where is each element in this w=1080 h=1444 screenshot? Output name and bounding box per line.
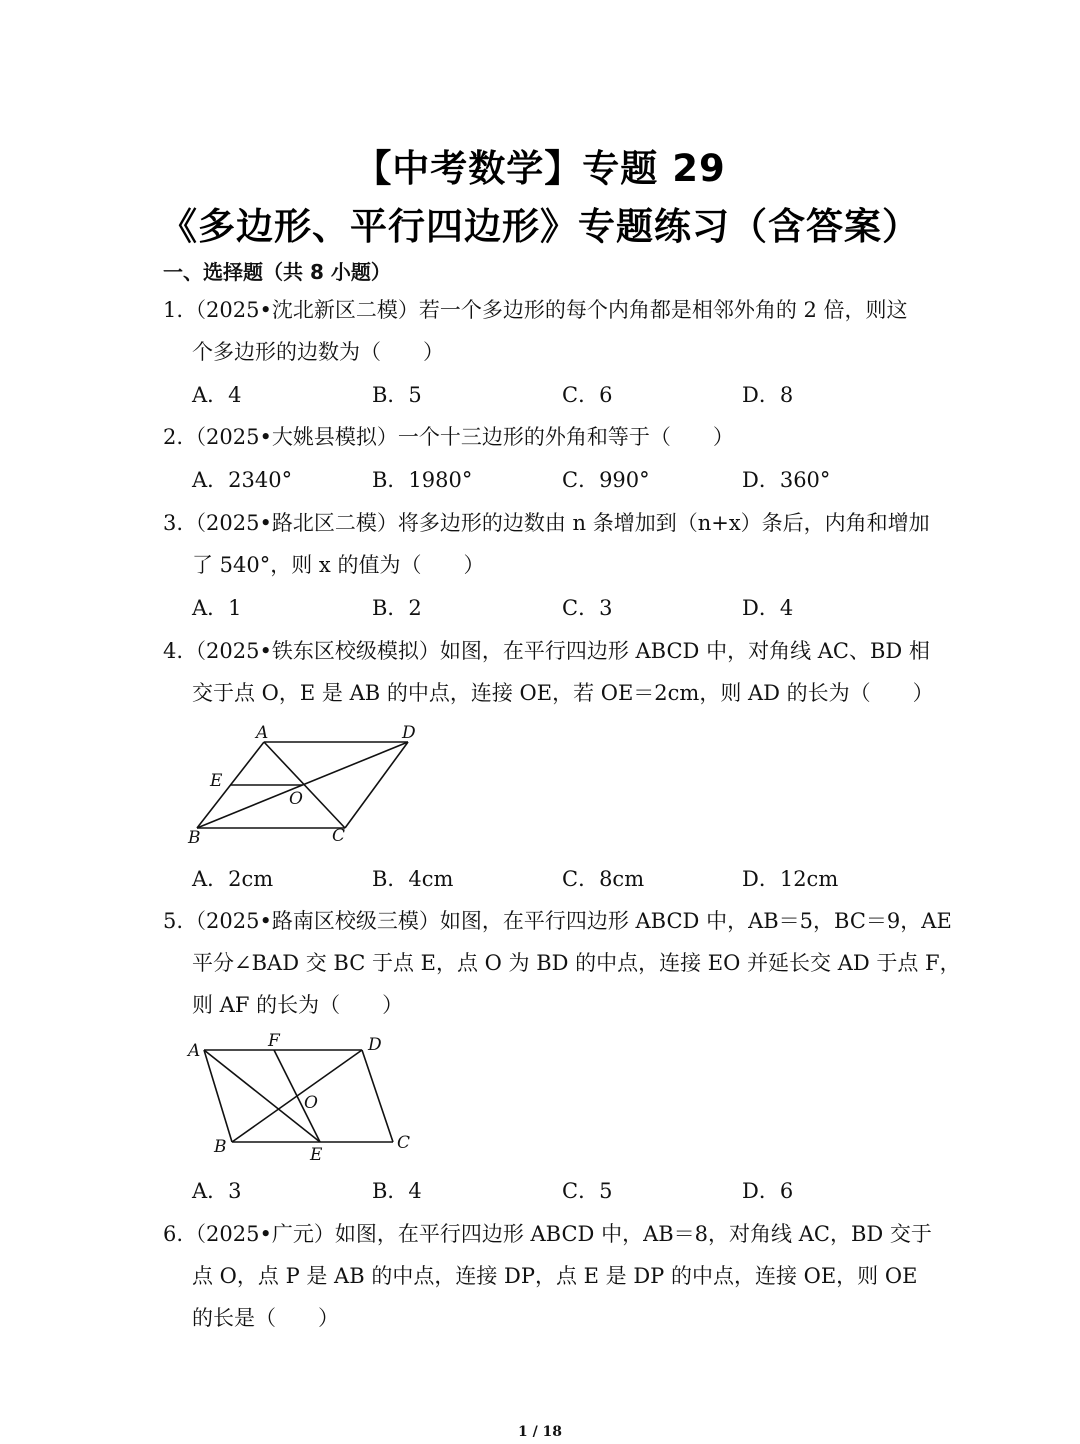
- point-label-d: D: [402, 723, 416, 743]
- point-label-d: D: [368, 1035, 382, 1055]
- option-c: C．990°: [562, 468, 650, 492]
- point-label-a: A: [188, 1041, 201, 1061]
- question-text-line: （2025•广元）如图，在平行四边形 ABCD 中，AB＝8，对角线 AC，BD 交于: [185, 1222, 932, 1246]
- question-text-line: （2025•铁东区校级模拟）如图，在平行四边形 ABCD 中，对角线 AC、BD 相: [185, 639, 930, 663]
- segment-ba: [204, 1050, 232, 1142]
- point-label-e: E: [210, 771, 223, 791]
- option-a: A．1: [192, 596, 242, 620]
- option-b: B．5: [372, 383, 422, 407]
- point-label-e: E: [310, 1145, 323, 1165]
- question-text-line: 平分∠BAD 交 BC 于点 E，点 O 为 BD 的中点，连接 EO 并延长交 AD 于点 F，: [192, 951, 961, 975]
- question-number: 5.: [163, 909, 184, 933]
- option-c: C．3: [562, 596, 613, 620]
- option-a: A．2340°: [192, 468, 293, 492]
- section-heading: 一、选择题（共 8 小题）: [163, 260, 391, 284]
- option-d: D．12cm: [742, 867, 839, 891]
- option-b: B．4: [372, 1179, 422, 1203]
- question-number: 2.: [163, 425, 184, 449]
- question-text-line: 个多边形的边数为（ ）: [192, 340, 444, 364]
- question-number: 4.: [163, 639, 184, 663]
- question-text-line: （2025•沈北新区二模）若一个多边形的每个内角都是相邻外角的 2 倍，则这: [185, 298, 908, 322]
- option-d: D．360°: [742, 468, 831, 492]
- option-d: D．4: [742, 596, 794, 620]
- parallelogram-figure-q4: [180, 720, 430, 850]
- question-text-line: 则 AF 的长为（ ）: [192, 993, 404, 1017]
- option-a: A．4: [192, 383, 242, 407]
- document-title-line1: 【中考数学】专题 29: [354, 147, 726, 190]
- option-b: B．4cm: [372, 867, 454, 891]
- document-title-line2: 《多边形、平行四边形》专题练习（含答案）: [160, 205, 920, 248]
- point-label-b: B: [214, 1137, 227, 1157]
- question-text-line: （2025•路北区二模）将多边形的边数由 n 条增加到（n+x）条后，内角和增加: [185, 511, 930, 535]
- point-label-c: C: [332, 826, 346, 846]
- question-number: 1.: [163, 298, 184, 322]
- page-indicator: 1 / 18: [517, 1424, 563, 1440]
- question-text-line: （2025•路南区校级三模）如图，在平行四边形 ABCD 中，AB＝5，BC＝9，AE: [185, 909, 952, 933]
- question-text-line: （2025•大姚县模拟）一个十三边形的外角和等于（ ）: [185, 425, 734, 449]
- question-number: 6.: [163, 1222, 184, 1246]
- parallelogram-figure-q5: [180, 1030, 430, 1170]
- option-d: D．6: [742, 1179, 794, 1203]
- option-c: C．6: [562, 383, 613, 407]
- point-label-o: O: [289, 789, 303, 809]
- option-a: A．2cm: [192, 867, 274, 891]
- option-b: B．1980°: [372, 468, 473, 492]
- option-c: C．8cm: [562, 867, 645, 891]
- question-text-line: 的长是（ ）: [192, 1306, 339, 1330]
- segment-ae: [204, 1050, 320, 1142]
- option-d: D．8: [742, 383, 794, 407]
- point-label-b: B: [188, 828, 201, 848]
- question-text-line: 了 540°，则 x 的值为（ ）: [192, 553, 485, 577]
- option-c: C．5: [562, 1179, 613, 1203]
- segment-dc: [362, 1050, 393, 1142]
- question-text-line: 交于点 O，E 是 AB 的中点，连接 OE，若 OE＝2cm，则 AD 的长为（ ）: [192, 681, 934, 705]
- option-b: B．2: [372, 596, 422, 620]
- question-number: 3.: [163, 511, 184, 535]
- point-label-a: A: [256, 723, 269, 743]
- question-text-line: 点 O，点 P 是 AB 的中点，连接 DP，点 E 是 DP 的中点，连接 OE，则 OE: [192, 1264, 918, 1288]
- point-label-f: F: [268, 1031, 280, 1051]
- point-label-o: O: [304, 1093, 318, 1113]
- point-label-c: C: [397, 1133, 411, 1153]
- option-a: A．3: [192, 1179, 242, 1203]
